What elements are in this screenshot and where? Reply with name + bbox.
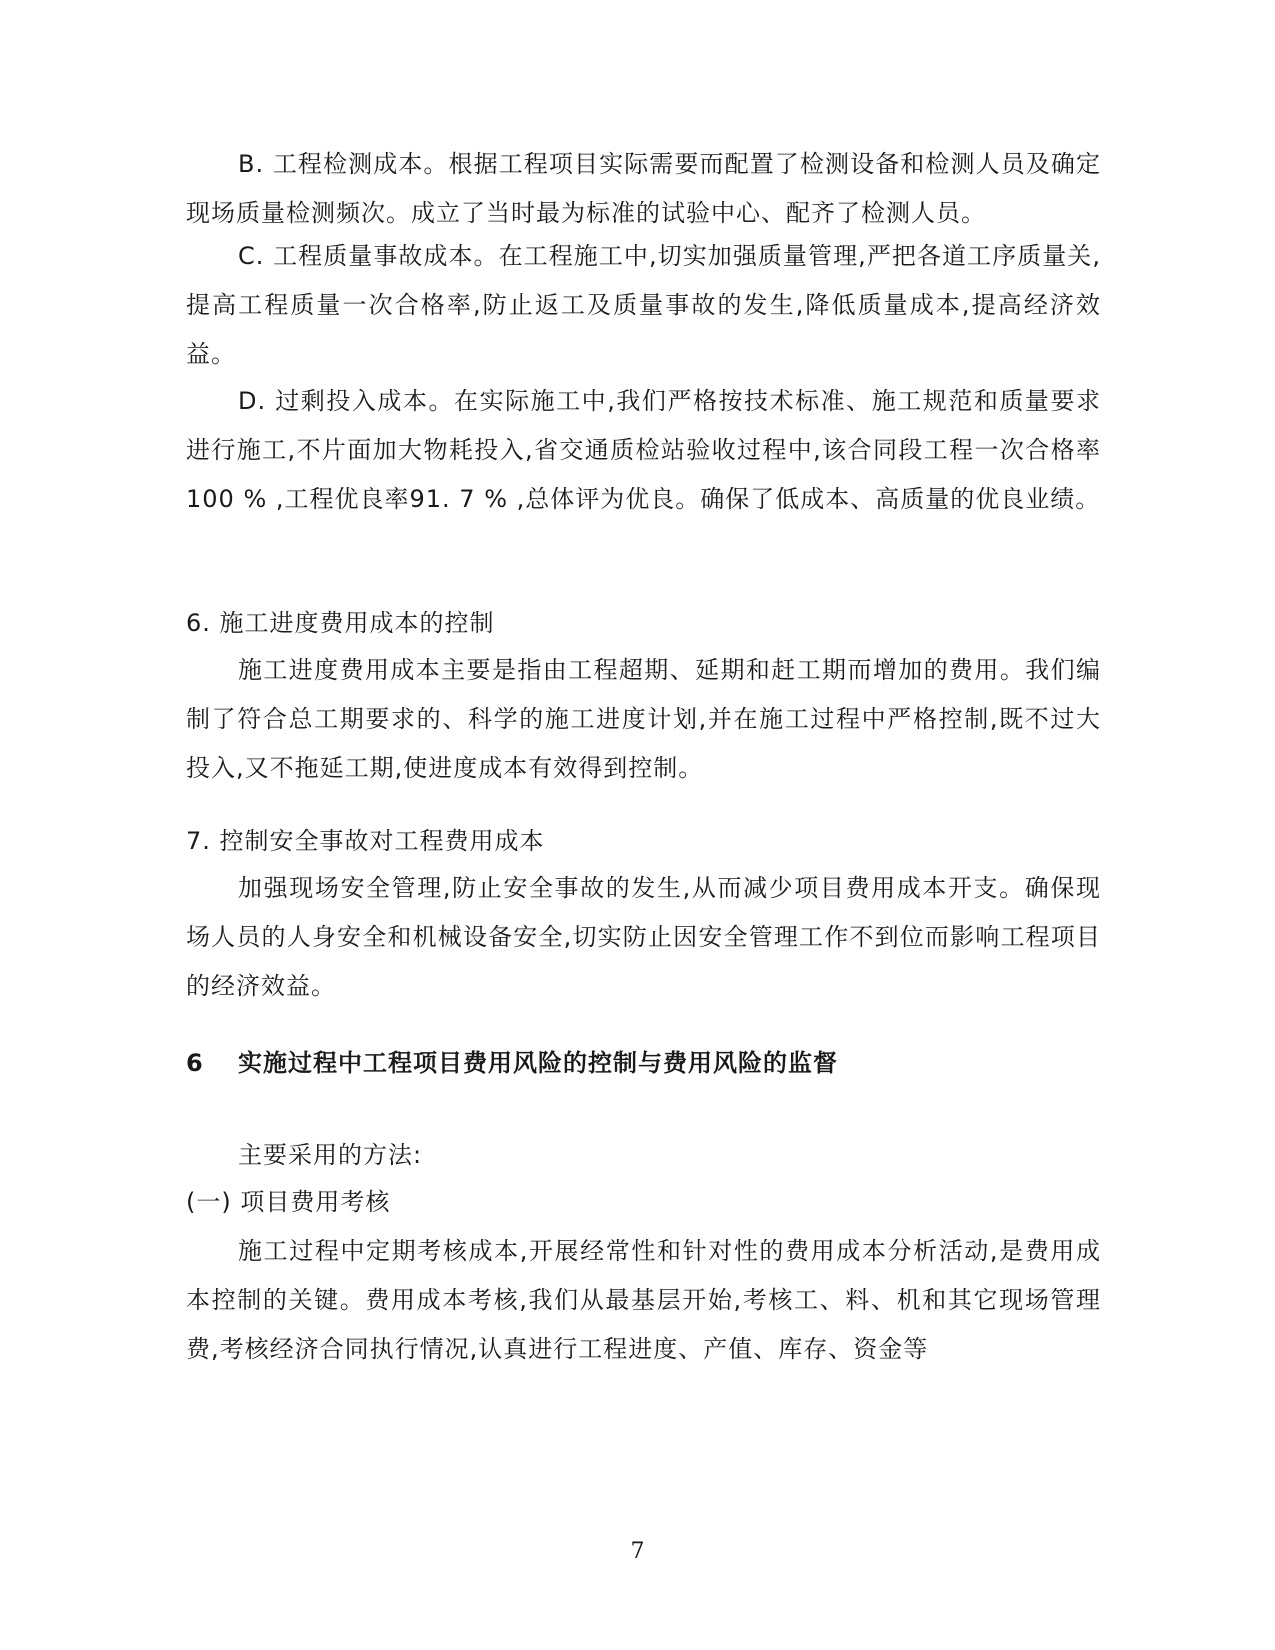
- subheading-project-cost-assessment: (一) 项目费用考核: [186, 1188, 391, 1216]
- subheading-schedule-cost-control: 6. 施工进度费用成本的控制: [186, 609, 495, 637]
- paragraph-excess-input-cost: D. 过剩投入成本。在实际施工中,我们严格按技术标准、施工规范和质量要求进行施工,不片面加大物耗投入,省交通质检站验收过程中,该合同段工程一次合格率100 % ,工程优良率91. 7 % ,总体评为优良。确保了低成本、高质量的优良业绩。: [186, 387, 1101, 513]
- subheading-safety-accident-cost: 7. 控制安全事故对工程费用成本: [186, 827, 545, 855]
- paragraph-inspection-cost: B. 工程检测成本。根据工程项目实际需要而配置了检测设备和检测人员及确定现场质量检测频次。成立了当时最为标准的试验中心、配齐了检测人员。: [186, 150, 1101, 227]
- paragraph-quality-accident-cost: C. 工程质量事故成本。在工程施工中,切实加强质量管理,严把各道工序质量关,提高工程质量一次合格率,防止返工及质量事故的发生,降低质量成本,提高经济效益。: [186, 242, 1101, 368]
- paragraph-methods-intro: 主要采用的方法:: [238, 1141, 423, 1169]
- paragraph-schedule-cost: 施工进度费用成本主要是指由工程超期、延期和赶工期而增加的费用。我们编制了符合总工期要求的、科学的施工进度计划,并在施工过程中严格控制,既不过大投入,又不拖延工期,使进度成本有效得到控制。: [186, 656, 1101, 782]
- paragraph-cost-assessment: 施工过程中定期考核成本,开展经常性和针对性的费用成本分析活动,是费用成本控制的关键。费用成本考核,我们从最基层开始,考核工、料、机和其它现场管理费,考核经济合同执行情况,认真进行工程进度、产值、库存、资金等: [186, 1237, 1101, 1363]
- section-heading: [186, 1043, 1101, 1083]
- section-number: 6: [186, 1049, 204, 1077]
- paragraph-safety-management: 加强现场安全管理,防止安全事故的发生,从而减少项目费用成本开支。确保现场人员的人身安全和机械设备安全,切实防止因安全管理工作不到位而影响工程项目的经济效益。: [186, 874, 1101, 1000]
- page-number: 7: [630, 1539, 645, 1564]
- section-title: 实施过程中工程项目费用风险的控制与费用风险的监督: [238, 1049, 838, 1077]
